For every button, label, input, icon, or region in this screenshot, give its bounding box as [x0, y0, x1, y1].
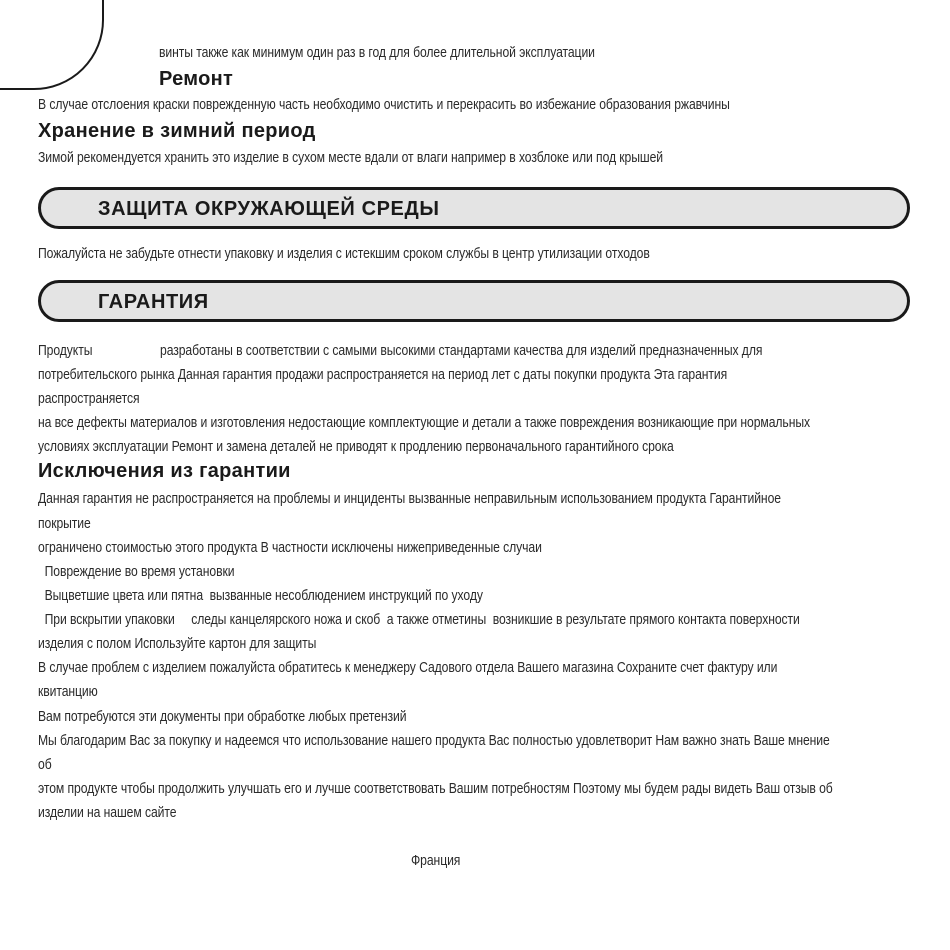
repair-text: В случае отслоения краски поврежденную часть необходимо очистить и перекрасить во избежание образования ржавчины [38, 97, 730, 113]
environment-section-band [38, 187, 910, 229]
exclusions-list-item: При вскрытии упаковки следы канцелярского ножа и скоб а также отметины возникшие в результате прямого контакта поверхности [38, 612, 800, 628]
maintenance-text: винты также как минимум один раз в год для более длительной эксплуатации [159, 45, 595, 61]
exclusions-line: квитанцию [38, 684, 98, 700]
exclusions-line: этом продукте чтобы продолжить улучшать его и лучше соответствовать Вашим потребностям Поэтому мы будем рады видеть Ваш отзыв об [38, 781, 833, 797]
exclusions-line: об [38, 757, 52, 773]
environment-heading: ЗАЩИТА ОКРУЖАЮЩЕЙ СРЕДЫ [98, 198, 440, 220]
warranty-section-band [38, 280, 910, 322]
warranty-line-3: распространяется [38, 391, 140, 407]
warranty-line-1a: Продукты [38, 343, 93, 359]
footer-country: Франция [411, 853, 461, 869]
repair-heading: Ремонт [159, 68, 234, 90]
warranty-line-2: потребительского рынка Данная гарантия продажи распространяется на период лет с даты покупки продукта Эта гарантия [38, 367, 728, 383]
exclusions-line: Мы благодарим Вас за покупку и надеемся что использование нашего продукта Вас полностью удовлетворит Нам важно знать Ваше мнение [38, 733, 830, 749]
winter-storage-text: Зимой рекомендуется хранить это изделие в сухом месте вдали от влаги например в хозблоке или под крышей [38, 150, 664, 166]
exclusions-line: ограничено стоимостью этого продукта В частности исключены нижеприведенные случаи [38, 540, 542, 556]
exclusions-line: В случае проблем с изделием пожалуйста обратитесь к менеджеру Садового отдела Вашего магазина Сохраните счет фактуру или [38, 660, 778, 676]
warranty-line-1b: разработаны в соответствии с самыми высокими стандартами качества для изделий предназначенных для [160, 343, 763, 359]
exclusions-line: изделии на нашем сайте [38, 805, 177, 821]
warranty-heading: ГАРАНТИЯ [98, 291, 209, 313]
exclusions-line: Вам потребуются эти документы при обработке любых претензий [38, 709, 407, 725]
page-corner-frame [0, 0, 104, 90]
exclusions-line: покрытие [38, 516, 91, 532]
exclusions-line: изделия с полом Используйте картон для защиты [38, 636, 317, 652]
exclusions-heading: Исключения из гарантии [38, 460, 291, 482]
winter-storage-heading: Хранение в зимний период [38, 120, 316, 142]
exclusions-list-item: Выцветшие цвета или пятна вызванные несоблюдением инструкций по уходу [38, 588, 483, 604]
warranty-line-5: условиях эксплуатации Ремонт и замена деталей не приводят к продлению первоначального гарантийного срока [38, 439, 674, 455]
warranty-line-4: на все дефекты материалов и изготовления недостающие комплектующие и детали а также повреждения возникающие при нормальных [38, 415, 811, 431]
environment-text: Пожалуйста не забудьте отнести упаковку и изделия с истекшим сроком службы в центр утилизации отходов [38, 246, 650, 262]
exclusions-line: Данная гарантия не распространяется на проблемы и инциденты вызванные неправильным использованием продукта Гарантийное [38, 491, 781, 507]
exclusions-list-item: Повреждение во время установки [38, 564, 235, 580]
